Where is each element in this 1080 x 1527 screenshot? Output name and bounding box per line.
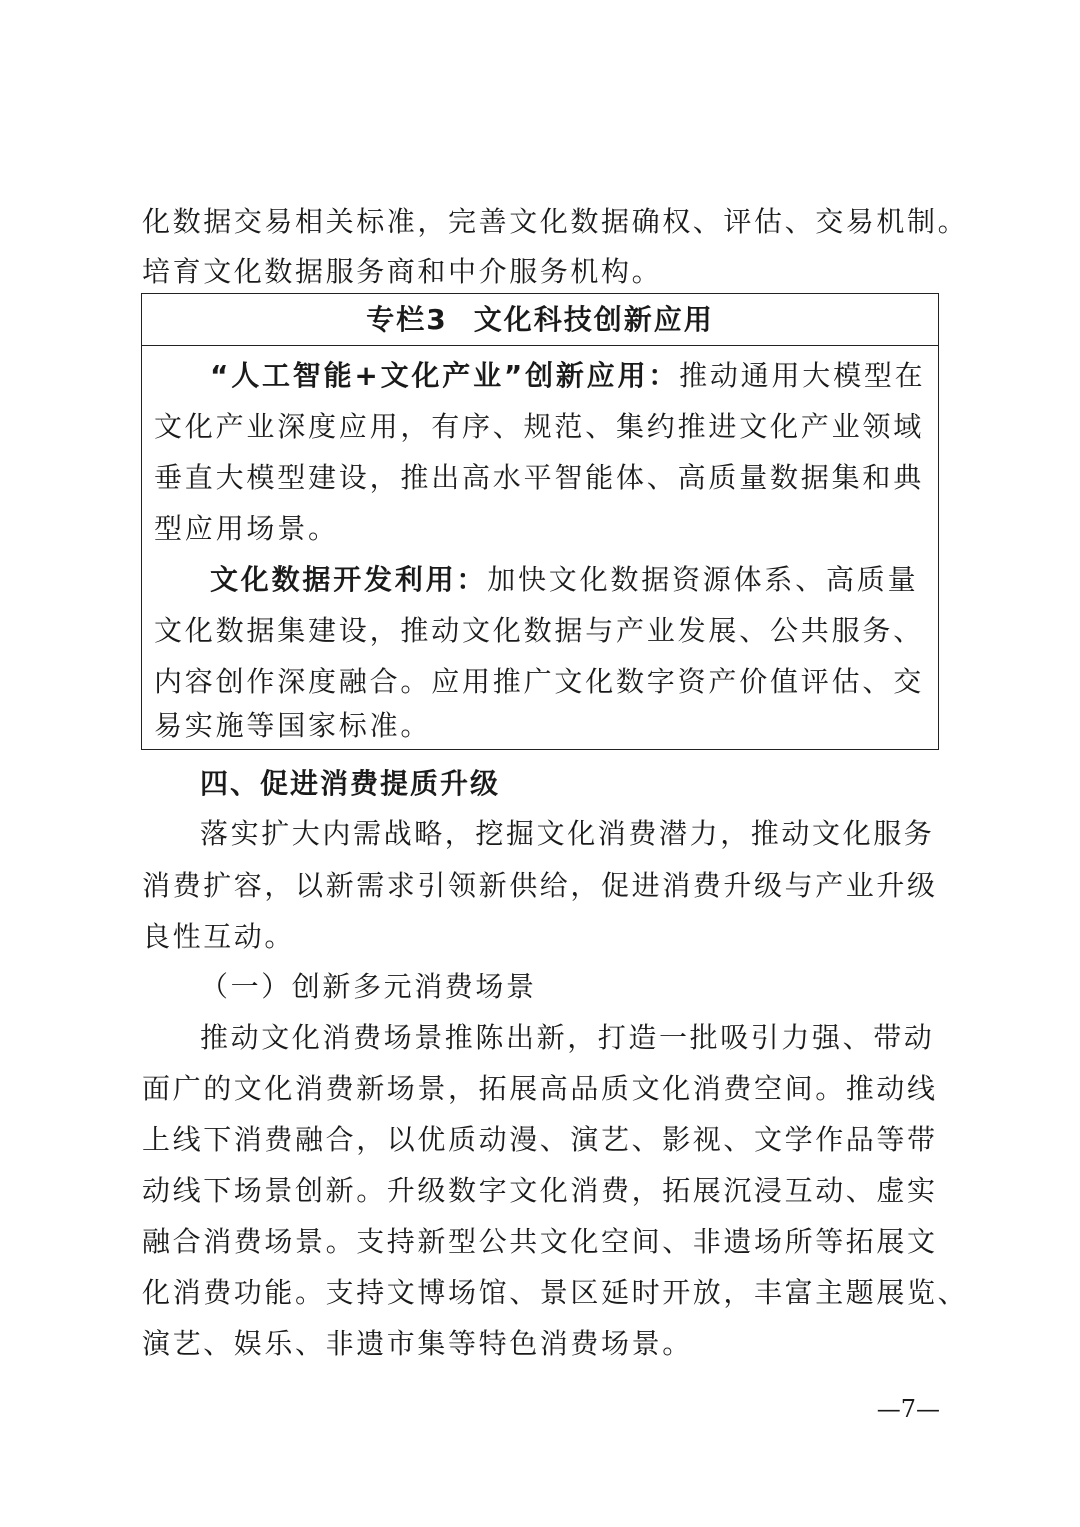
box-item2-line-3: 内容创作深度融合。应用推广文化数字资产价值评估、交 (154, 665, 925, 698)
box-item1-first-line (210, 356, 926, 396)
box-item1-line-2: 文化产业深度应用，有序、规范、集约推进文化产业领域 (154, 410, 925, 443)
box-item2-first-rest: 加快文化数据资源体系、高质量 (487, 563, 919, 596)
column-box-header (142, 294, 938, 346)
box-item2-line-2: 文化数据集建设，推动文化数据与产业发展、公共服务、 (154, 614, 925, 647)
box-item1-line-3: 垂直大模型建设，推出高水平智能体、高质量数据集和典 (154, 461, 925, 494)
subsection-1-para-line-3: 上线下消费融合，以优质动漫、演艺、影视、文学作品等带 (142, 1123, 938, 1156)
subsection-1-para-line-6: 化消费功能。支持文博场馆、景区延时开放，丰富主题展览、 (142, 1276, 969, 1309)
box-item1-line-4: 型应用场景。 (154, 512, 339, 545)
column-box (141, 293, 939, 750)
box-item2-heading: 文化数据开发利用： (210, 563, 488, 596)
box-item2-line-4: 易实施等国家标准。 (154, 709, 432, 742)
column-label: 专栏3 (366, 303, 448, 336)
subsection-1-para-line-1: 推动文化消费场景推陈出新，打造一批吸引力强、带动 (200, 1021, 935, 1054)
subsection-1-para-line-2: 面广的文化消费新场景，拓展高品质文化消费空间。推动线 (142, 1072, 938, 1105)
section-4-para-line-1: 落实扩大内需战略，挖掘文化消费潜力，推动文化服务 (200, 817, 935, 850)
subsection-1-para-line-4: 动线下场景创新。升级数字文化消费，拓展沉浸互动、虚实 (142, 1174, 938, 1207)
section-4-para-line-3: 良性互动。 (142, 920, 296, 953)
subsection-1-para-line-5: 融合消费场景。支持新型公共文化空间、非遗场所等拓展文 (142, 1225, 938, 1258)
section-4-heading: 四、促进消费提质升级 (200, 767, 501, 800)
box-item1-first-rest: 推动通用大模型在 (679, 359, 926, 392)
column-title: 文化科技创新应用 (473, 303, 714, 336)
box-item1-heading: “人工智能+文化产业”创新应用： (210, 359, 680, 392)
page-number: —7— (876, 1395, 940, 1423)
section-4-para-line-2: 消费扩容，以新需求引领新供给，促进消费升级与产业升级 (142, 869, 938, 902)
subsection-1-para-line-7: 演艺、娱乐、非遗市集等特色消费场景。 (142, 1327, 693, 1360)
intro-line-2: 培育文化数据服务商和中介服务机构。 (142, 255, 663, 288)
box-item2-first-line (210, 560, 926, 600)
subsection-1-heading: （一）创新多元消费场景 (200, 970, 537, 1003)
intro-line-1: 化数据交易相关标准，完善文化数据确权、评估、交易机制。 (142, 205, 969, 238)
